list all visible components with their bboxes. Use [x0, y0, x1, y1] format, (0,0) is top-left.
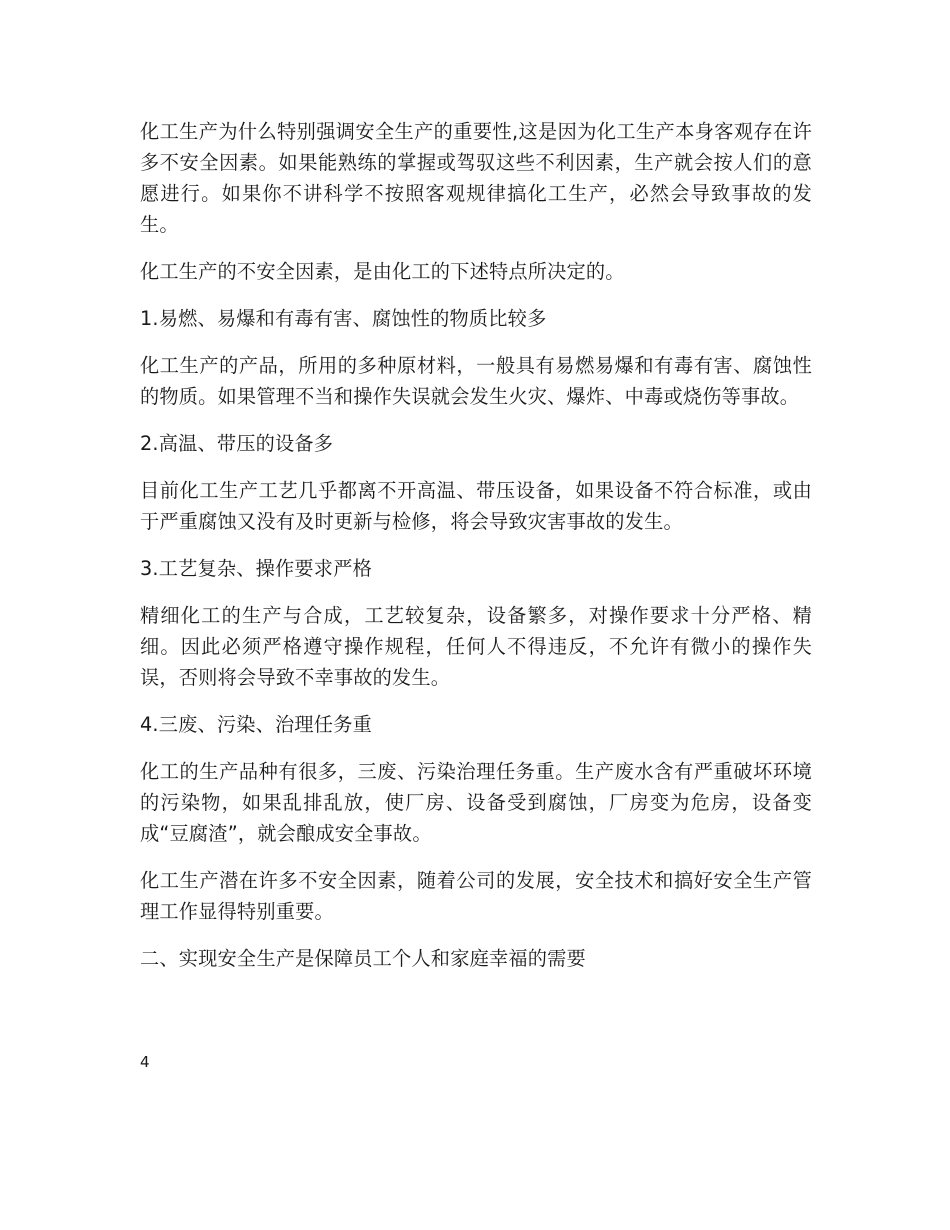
paragraph-safety-management: 化工生产潜在许多不安全因素，随着公司的发展，安全技术和搞好安全生产管理工作显得特别重要。: [140, 869, 812, 923]
paragraph-intro: 化工生产为什么特别强调安全生产的重要性,这是因为化工生产本身客观存在许多不安全因素。如果能熟练的掌握或驾驭这些不利因素，生产就会按人们的意愿进行。如果你不讲科学不按照客观规律搞化工生产，必然会导致事故的发生。: [140, 120, 812, 236]
heading-high-temperature-equipment: 2.高温、带压的设备多: [140, 432, 334, 455]
heading-waste-pollution: 4.三废、污染、治理任务重: [140, 713, 372, 736]
heading-complex-process: 3.工艺复杂、操作要求严格: [140, 557, 372, 580]
paragraph-complex-process: 精细化工的生产与合成，工艺较复杂，设备繁多，对操作要求十分严格、精细。因此必须严格遵守操作规程，任何人不得违反，不允许有微小的操作失误，否则将会导致不幸事故的发生。: [140, 604, 812, 689]
heading-flammable-materials: 1.易燃、易爆和有毒有害、腐蚀性的物质比较多: [140, 307, 547, 330]
heading-section-two: 二、实现安全生产是保障员工个人和家庭幸福的需要: [140, 947, 586, 970]
paragraph-high-temperature-equipment: 目前化工生产工艺几乎都离不开高温、带压设备，如果设备不符合标准，或由于严重腐蚀又没有及时更新与检修，将会导致灾害事故的发生。: [140, 479, 812, 533]
paragraph-unsafe-factors: 化工生产的不安全因素，是由化工的下述特点所决定的。: [140, 260, 625, 283]
paragraph-flammable-materials: 化工生产的产品，所用的多种原材料，一般具有易燃易爆和有毒有害、腐蚀性的物质。如果管理不当和操作失误就会发生火灾、爆炸、中毒或烧伤等事故。: [140, 354, 812, 408]
page-number: 4: [140, 1053, 150, 1071]
document-body: [140, 116, 812, 990]
paragraph-waste-pollution: 化工的生产品种有很多，三废、污染治理任务重。生产废水含有严重破坏环境的污染物，如果乱排乱放，使厂房、设备受到腐蚀，厂房变为危房，设备变成“豆腐渣”，就会酿成安全事故。: [140, 760, 812, 845]
